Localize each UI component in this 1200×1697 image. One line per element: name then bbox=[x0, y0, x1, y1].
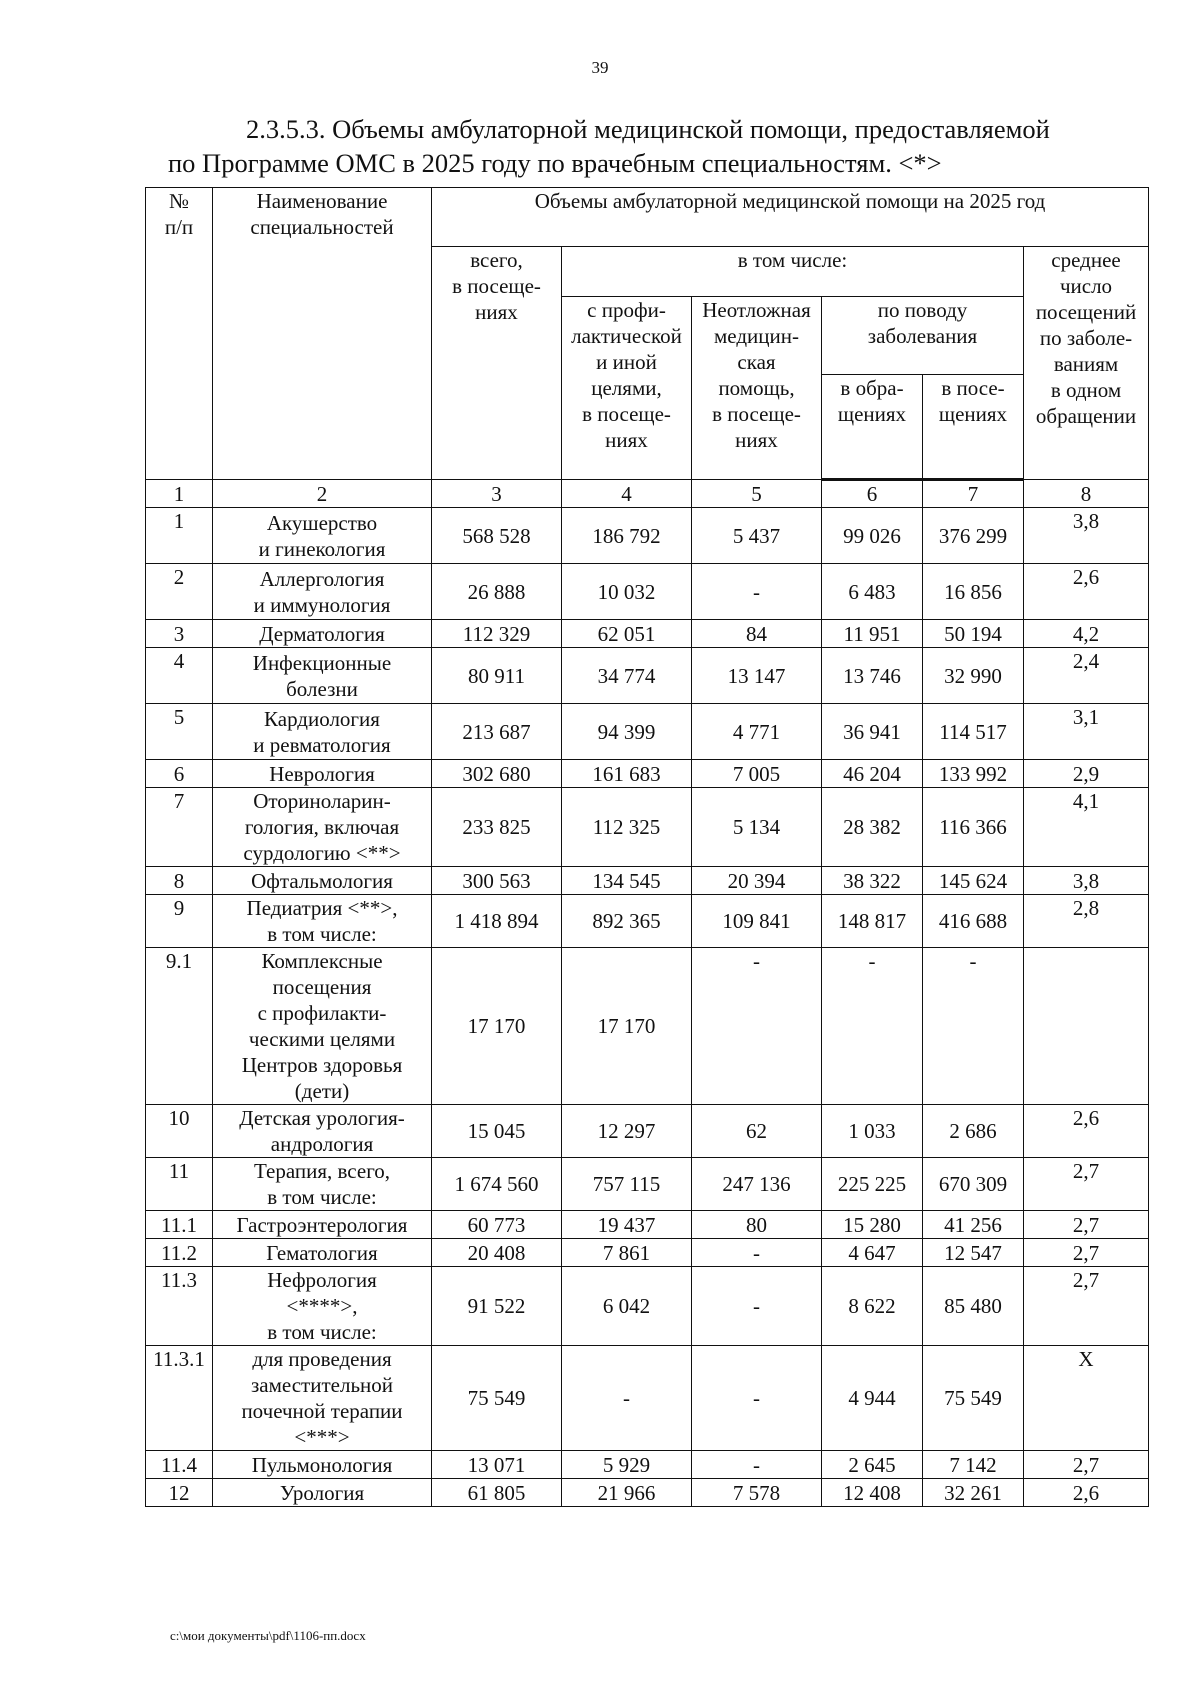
cell-appeals: 148 817 bbox=[822, 895, 923, 948]
cell-name: Акушерство и гинекология bbox=[213, 508, 432, 564]
cell-name: Терапия, всего, в том числе: bbox=[213, 1158, 432, 1211]
cell-avg: 2,7 bbox=[1024, 1239, 1149, 1267]
cell-visits: 75 549 bbox=[923, 1346, 1024, 1451]
cell-name: Дерматология bbox=[213, 620, 432, 648]
cell-appeals: 38 322 bbox=[822, 867, 923, 895]
cell-avg: 2,4 bbox=[1024, 648, 1149, 704]
cell-avg: 2,7 bbox=[1024, 1451, 1149, 1479]
cell-name: Урология bbox=[213, 1479, 432, 1507]
cell-prof: 12 297 bbox=[562, 1105, 692, 1158]
header-num: № п/п bbox=[146, 188, 213, 480]
cell-avg: 2,7 bbox=[1024, 1267, 1149, 1346]
cell-appeals: 4 944 bbox=[822, 1346, 923, 1451]
cell-total: 1 674 560 bbox=[432, 1158, 562, 1211]
table-row bbox=[146, 1158, 1149, 1211]
cell-visits: 114 517 bbox=[923, 704, 1024, 760]
cell-num: 1 bbox=[146, 508, 213, 564]
cell-prof: 186 792 bbox=[562, 508, 692, 564]
volumes-table bbox=[145, 187, 1149, 1507]
cell-num: 10 bbox=[146, 1105, 213, 1158]
cell-name: Комплексные посещения с профилакти- ческими целями Центров здоровья (дети) bbox=[213, 948, 432, 1105]
cell-prof: 7 861 bbox=[562, 1239, 692, 1267]
cell-appeals: 13 746 bbox=[822, 648, 923, 704]
cell-urgent: 7 578 bbox=[692, 1479, 822, 1507]
header-disease: по поводу заболевания bbox=[822, 297, 1024, 375]
cell-num: 3 bbox=[146, 620, 213, 648]
cell-avg: 4,1 bbox=[1024, 788, 1149, 867]
footer-file-path: c:\мои документы\pdf\1106-пп.docx bbox=[170, 1628, 366, 1643]
cell-avg: 2,8 bbox=[1024, 895, 1149, 948]
table-row bbox=[146, 1479, 1149, 1507]
cell-prof: 10 032 bbox=[562, 564, 692, 620]
cell-total: 75 549 bbox=[432, 1346, 562, 1451]
cell-name: Оториноларин- гология, включая сурдологию <**> bbox=[213, 788, 432, 867]
header-including: в том числе: bbox=[562, 247, 1024, 297]
cell-num: 9 bbox=[146, 895, 213, 948]
cell-name: для проведения заместительной почечной терапии <***> bbox=[213, 1346, 432, 1451]
cell-prof: 161 683 bbox=[562, 760, 692, 788]
cell-prof: 34 774 bbox=[562, 648, 692, 704]
cell-avg: 2,6 bbox=[1024, 564, 1149, 620]
table-row bbox=[146, 895, 1149, 948]
cell-prof: - bbox=[562, 1346, 692, 1451]
cell-avg: X bbox=[1024, 1346, 1149, 1451]
cell-visits: 85 480 bbox=[923, 1267, 1024, 1346]
cell-name: Пульмонология bbox=[213, 1451, 432, 1479]
cell-appeals: 12 408 bbox=[822, 1479, 923, 1507]
table-row bbox=[146, 704, 1149, 760]
cell-avg: 4,2 bbox=[1024, 620, 1149, 648]
cell-prof: 21 966 bbox=[562, 1479, 692, 1507]
cell-visits: 670 309 bbox=[923, 1158, 1024, 1211]
cell-appeals: 8 622 bbox=[822, 1267, 923, 1346]
table-row bbox=[146, 508, 1149, 564]
cell-visits: 32 261 bbox=[923, 1479, 1024, 1507]
cell-total: 26 888 bbox=[432, 564, 562, 620]
cell-num: 6 bbox=[146, 760, 213, 788]
cell-name: Офтальмология bbox=[213, 867, 432, 895]
cell-urgent: - bbox=[692, 948, 822, 1105]
page-title bbox=[168, 112, 1128, 180]
table-row bbox=[146, 1346, 1149, 1451]
cell-total: 112 329 bbox=[432, 620, 562, 648]
cell-urgent: 5 437 bbox=[692, 508, 822, 564]
cell-avg: 3,1 bbox=[1024, 704, 1149, 760]
cell-prof: 94 399 bbox=[562, 704, 692, 760]
column-number: 8 bbox=[1024, 480, 1149, 508]
cell-appeals: 11 951 bbox=[822, 620, 923, 648]
cell-appeals: 99 026 bbox=[822, 508, 923, 564]
table-row bbox=[146, 1211, 1149, 1239]
cell-urgent: 13 147 bbox=[692, 648, 822, 704]
cell-total: 61 805 bbox=[432, 1479, 562, 1507]
cell-appeals: 6 483 bbox=[822, 564, 923, 620]
cell-visits: 116 366 bbox=[923, 788, 1024, 867]
cell-avg: 2,6 bbox=[1024, 1479, 1149, 1507]
cell-urgent: 109 841 bbox=[692, 895, 822, 948]
cell-urgent: - bbox=[692, 1267, 822, 1346]
cell-visits: 7 142 bbox=[923, 1451, 1024, 1479]
title-line-2: по Программе ОМС в 2025 году по врачебным специальностям. <*> bbox=[168, 148, 942, 178]
cell-num: 5 bbox=[146, 704, 213, 760]
cell-total: 300 563 bbox=[432, 867, 562, 895]
header-visits: в посе- щениях bbox=[923, 375, 1024, 480]
header-name: Наименование специальностей bbox=[213, 188, 432, 480]
header-volumes: Объемы амбулаторной медицинской помощи на 2025 год bbox=[432, 188, 1149, 247]
cell-name: Гастроэнтерология bbox=[213, 1211, 432, 1239]
cell-urgent: - bbox=[692, 1451, 822, 1479]
table-row bbox=[146, 867, 1149, 895]
cell-prof: 112 325 bbox=[562, 788, 692, 867]
cell-num: 8 bbox=[146, 867, 213, 895]
table-row bbox=[146, 788, 1149, 867]
page-number: 39 bbox=[591, 58, 609, 77]
cell-visits: 2 686 bbox=[923, 1105, 1024, 1158]
cell-visits: 416 688 bbox=[923, 895, 1024, 948]
cell-prof: 19 437 bbox=[562, 1211, 692, 1239]
cell-visits: 376 299 bbox=[923, 508, 1024, 564]
cell-urgent: - bbox=[692, 1346, 822, 1451]
cell-total: 15 045 bbox=[432, 1105, 562, 1158]
cell-name: Нефрология <****>, в том числе: bbox=[213, 1267, 432, 1346]
cell-prof: 62 051 bbox=[562, 620, 692, 648]
cell-num: 11.3.1 bbox=[146, 1346, 213, 1451]
cell-total: 60 773 bbox=[432, 1211, 562, 1239]
cell-avg: 2,7 bbox=[1024, 1158, 1149, 1211]
cell-urgent: 4 771 bbox=[692, 704, 822, 760]
cell-appeals: 1 033 bbox=[822, 1105, 923, 1158]
cell-name: Неврология bbox=[213, 760, 432, 788]
cell-total: 91 522 bbox=[432, 1267, 562, 1346]
cell-num: 7 bbox=[146, 788, 213, 867]
cell-prof: 134 545 bbox=[562, 867, 692, 895]
table-row bbox=[146, 1239, 1149, 1267]
header-urgent: Неотложная медицин- ская помощь, в посеще- ниях bbox=[692, 297, 822, 480]
cell-appeals: 46 204 bbox=[822, 760, 923, 788]
cell-total: 302 680 bbox=[432, 760, 562, 788]
table-row bbox=[146, 1451, 1149, 1479]
cell-prof: 6 042 bbox=[562, 1267, 692, 1346]
header-total: всего, в посеще- ниях bbox=[432, 247, 562, 480]
cell-name: Кардиология и ревматология bbox=[213, 704, 432, 760]
cell-name: Инфекционные болезни bbox=[213, 648, 432, 704]
cell-num: 11.1 bbox=[146, 1211, 213, 1239]
table-row bbox=[146, 564, 1149, 620]
cell-total: 213 687 bbox=[432, 704, 562, 760]
cell-prof: 5 929 bbox=[562, 1451, 692, 1479]
column-numbers-row bbox=[146, 480, 1149, 508]
table-row bbox=[146, 620, 1149, 648]
cell-visits: 12 547 bbox=[923, 1239, 1024, 1267]
cell-urgent: - bbox=[692, 1239, 822, 1267]
column-number: 5 bbox=[692, 480, 822, 508]
cell-avg: 3,8 bbox=[1024, 867, 1149, 895]
cell-num: 11 bbox=[146, 1158, 213, 1211]
cell-appeals: 2 645 bbox=[822, 1451, 923, 1479]
cell-num: 4 bbox=[146, 648, 213, 704]
cell-urgent: 20 394 bbox=[692, 867, 822, 895]
cell-visits: 133 992 bbox=[923, 760, 1024, 788]
cell-visits: 50 194 bbox=[923, 620, 1024, 648]
cell-urgent: 247 136 bbox=[692, 1158, 822, 1211]
cell-avg: 2,7 bbox=[1024, 1211, 1149, 1239]
cell-appeals: - bbox=[822, 948, 923, 1105]
column-number: 3 bbox=[432, 480, 562, 508]
cell-urgent: - bbox=[692, 564, 822, 620]
cell-num: 9.1 bbox=[146, 948, 213, 1105]
cell-total: 1 418 894 bbox=[432, 895, 562, 948]
column-number: 6 bbox=[822, 480, 923, 508]
cell-appeals: 225 225 bbox=[822, 1158, 923, 1211]
cell-total: 20 408 bbox=[432, 1239, 562, 1267]
header-avg: среднее число посещений по заболе- ваниям в одном обращении bbox=[1024, 247, 1149, 480]
cell-name: Гематология bbox=[213, 1239, 432, 1267]
cell-total: 17 170 bbox=[432, 948, 562, 1105]
cell-avg: 2,9 bbox=[1024, 760, 1149, 788]
cell-prof: 892 365 bbox=[562, 895, 692, 948]
table-row bbox=[146, 1105, 1149, 1158]
column-number: 1 bbox=[146, 480, 213, 508]
cell-prof: 17 170 bbox=[562, 948, 692, 1105]
column-number: 7 bbox=[923, 480, 1024, 508]
cell-num: 2 bbox=[146, 564, 213, 620]
title-line-1: 2.3.5.3. Объемы амбулаторной медицинской помощи, предоставляемой bbox=[246, 114, 1050, 144]
cell-appeals: 28 382 bbox=[822, 788, 923, 867]
cell-visits: 41 256 bbox=[923, 1211, 1024, 1239]
cell-num: 11.4 bbox=[146, 1451, 213, 1479]
cell-total: 568 528 bbox=[432, 508, 562, 564]
cell-visits: 32 990 bbox=[923, 648, 1024, 704]
cell-prof: 757 115 bbox=[562, 1158, 692, 1211]
cell-name: Педиатрия <**>, в том числе: bbox=[213, 895, 432, 948]
table-row bbox=[146, 948, 1149, 1105]
cell-avg: 3,8 bbox=[1024, 508, 1149, 564]
cell-visits: 16 856 bbox=[923, 564, 1024, 620]
cell-avg bbox=[1024, 948, 1149, 1105]
cell-total: 233 825 bbox=[432, 788, 562, 867]
cell-appeals: 15 280 bbox=[822, 1211, 923, 1239]
column-number: 4 bbox=[562, 480, 692, 508]
cell-visits: - bbox=[923, 948, 1024, 1105]
header-appeals: в обра- щениях bbox=[822, 375, 923, 480]
cell-urgent: 7 005 bbox=[692, 760, 822, 788]
cell-name: Детская урология- андрология bbox=[213, 1105, 432, 1158]
cell-num: 12 bbox=[146, 1479, 213, 1507]
cell-urgent: 62 bbox=[692, 1105, 822, 1158]
cell-total: 13 071 bbox=[432, 1451, 562, 1479]
cell-name: Аллергология и иммунология bbox=[213, 564, 432, 620]
cell-visits: 145 624 bbox=[923, 867, 1024, 895]
cell-urgent: 80 bbox=[692, 1211, 822, 1239]
cell-urgent: 5 134 bbox=[692, 788, 822, 867]
cell-appeals: 4 647 bbox=[822, 1239, 923, 1267]
cell-appeals: 36 941 bbox=[822, 704, 923, 760]
table-row bbox=[146, 760, 1149, 788]
table-row bbox=[146, 1267, 1149, 1346]
cell-total: 80 911 bbox=[432, 648, 562, 704]
cell-avg: 2,6 bbox=[1024, 1105, 1149, 1158]
cell-num: 11.2 bbox=[146, 1239, 213, 1267]
table-row bbox=[146, 648, 1149, 704]
header-prof: с профи- лактической и иной целями, в посеще- ниях bbox=[562, 297, 692, 480]
cell-num: 11.3 bbox=[146, 1267, 213, 1346]
column-number: 2 bbox=[213, 480, 432, 508]
cell-urgent: 84 bbox=[692, 620, 822, 648]
